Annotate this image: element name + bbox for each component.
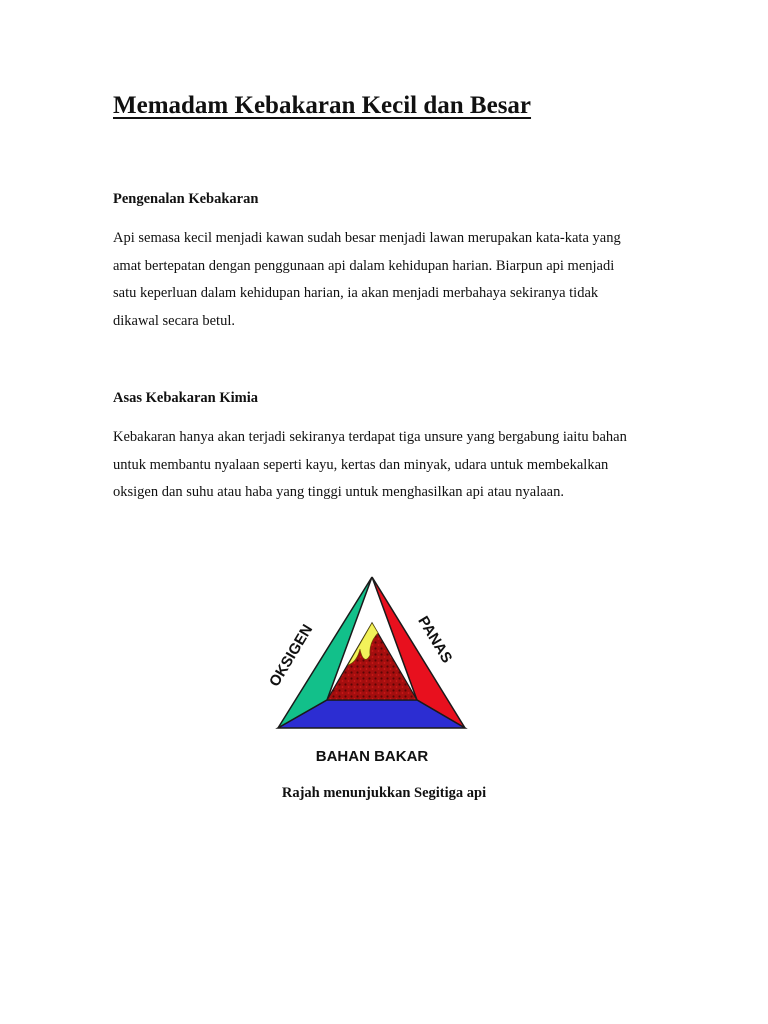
paragraph-line: Kebakaran hanya akan terjadi sekiranya terdapat tiga unsure yang bergabung iaitu bahan xyxy=(113,429,627,445)
paragraph-line: untuk membantu nyalaan seperti kayu, kertas dan minyak, udara untuk membekalkan xyxy=(113,456,609,473)
section-paragraph-pengenalan xyxy=(113,225,673,335)
oxygen-label: OKSIGEN xyxy=(266,621,317,690)
section-paragraph-asas xyxy=(113,424,673,507)
section-heading-asas: Asas Kebakaran Kimia xyxy=(113,390,259,406)
figure-caption: Rajah menunjukkan Segitiga api xyxy=(281,785,487,801)
paragraph-line: Api semasa kecil menjadi kawan sudah besar menjadi lawan merupakan kata-kata yang xyxy=(113,230,621,246)
fire-triangle-diagram xyxy=(266,563,474,769)
fuel-label: BAHAN BAKAR xyxy=(315,748,429,765)
paragraph-line: satu keperluan dalam kehidupan harian, ia akan menjadi merbahaya sekiranya tidak xyxy=(113,285,599,301)
paragraph-line: oksigen dan suhu atau haba yang tinggi untuk menghasilkan api atau nyalaan. xyxy=(113,484,564,500)
fire-triangle-figure xyxy=(266,563,474,769)
paragraph-line: dikawal secara betul. xyxy=(113,312,235,329)
paragraph-line: amat bertepatan dengan penggunaan api dalam kehidupan harian. Biarpun api menjadi xyxy=(113,257,615,274)
heat-label: PANAS xyxy=(414,613,456,667)
section-heading-pengenalan: Pengenalan Kebakaran xyxy=(113,191,259,207)
page-title: Memadam Kebakaran Kecil dan Besar xyxy=(113,92,532,119)
